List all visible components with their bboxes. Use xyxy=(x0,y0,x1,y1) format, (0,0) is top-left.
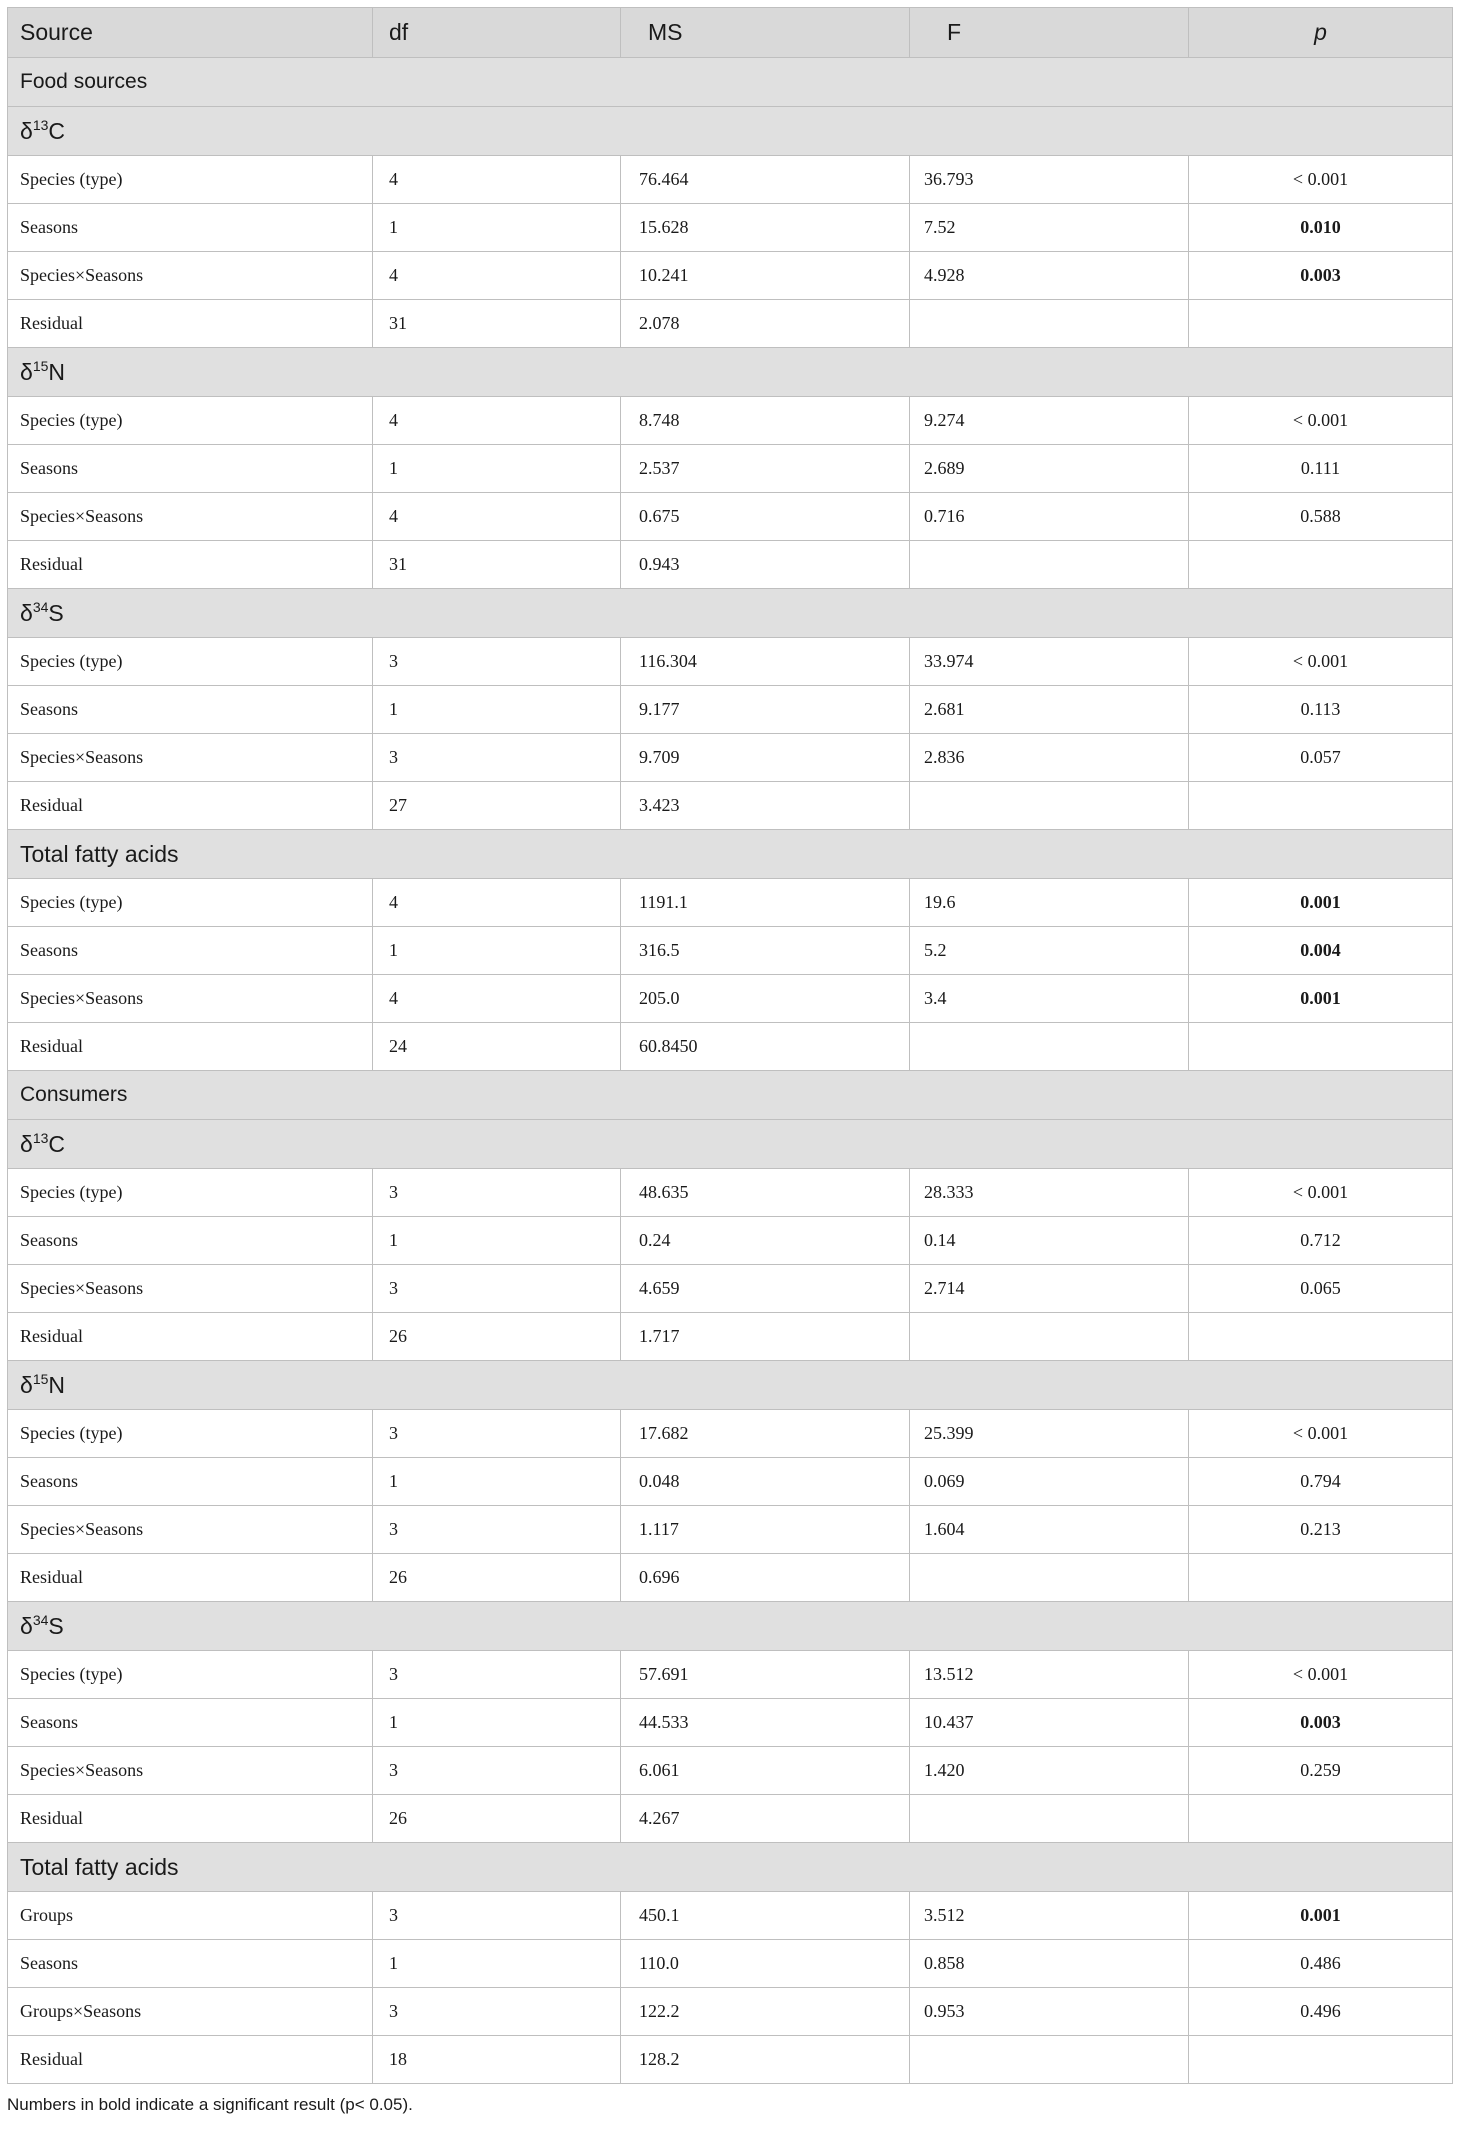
cell-source: Species×Seasons xyxy=(8,493,373,541)
table-row xyxy=(8,975,1453,1023)
column-header-ms: MS xyxy=(621,8,910,58)
cell-ms: 44.533 xyxy=(621,1699,910,1747)
cell-source: Species (type) xyxy=(8,879,373,927)
delta-symbol: δ xyxy=(20,1612,33,1639)
isotope-title xyxy=(8,589,1453,638)
cell-f: 2.836 xyxy=(910,734,1189,782)
cell-source: Seasons xyxy=(8,1217,373,1265)
cell-ms: 0.696 xyxy=(621,1554,910,1602)
cell-f: 0.716 xyxy=(910,493,1189,541)
cell-f: 3.512 xyxy=(910,1892,1189,1940)
cell-f: 33.974 xyxy=(910,638,1189,686)
table-row xyxy=(8,734,1453,782)
table-row xyxy=(8,1217,1453,1265)
cell-f: 10.437 xyxy=(910,1699,1189,1747)
cell-p: 0.588 xyxy=(1189,493,1453,541)
subsection-header-row xyxy=(8,107,1453,156)
subsection-header-row xyxy=(8,1120,1453,1169)
cell-f: 13.512 xyxy=(910,1651,1189,1699)
cell-df: 3 xyxy=(373,1410,621,1458)
table-row xyxy=(8,1988,1453,2036)
table-row xyxy=(8,1410,1453,1458)
delta-symbol: δ xyxy=(20,1130,33,1157)
table-row xyxy=(8,300,1453,348)
cell-ms: 10.241 xyxy=(621,252,910,300)
cell-f: 0.14 xyxy=(910,1217,1189,1265)
cell-df: 31 xyxy=(373,541,621,589)
table-row xyxy=(8,782,1453,830)
cell-p xyxy=(1189,1023,1453,1071)
table-row xyxy=(8,397,1453,445)
section-title: Consumers xyxy=(8,1071,1453,1120)
section-title: Food sources xyxy=(8,58,1453,107)
cell-df: 4 xyxy=(373,156,621,204)
cell-ms: 2.537 xyxy=(621,445,910,493)
table-row xyxy=(8,638,1453,686)
cell-df: 26 xyxy=(373,1554,621,1602)
cell-ms: 0.24 xyxy=(621,1217,910,1265)
subsection-title: Total fatty acids xyxy=(8,830,1453,879)
cell-source: Species (type) xyxy=(8,156,373,204)
table-body xyxy=(8,58,1453,2084)
cell-df: 18 xyxy=(373,2036,621,2084)
cell-p: 0.001 xyxy=(1189,975,1453,1023)
cell-p: 0.213 xyxy=(1189,1506,1453,1554)
cell-df: 27 xyxy=(373,782,621,830)
cell-df: 31 xyxy=(373,300,621,348)
cell-source: Species×Seasons xyxy=(8,975,373,1023)
cell-p: 0.010 xyxy=(1189,204,1453,252)
cell-ms: 316.5 xyxy=(621,927,910,975)
cell-source: Seasons xyxy=(8,1940,373,1988)
cell-source: Residual xyxy=(8,2036,373,2084)
table-row xyxy=(8,927,1453,975)
column-header-p: p xyxy=(1189,8,1453,58)
cell-ms: 450.1 xyxy=(621,1892,910,1940)
subsection-title: Total fatty acids xyxy=(8,1843,1453,1892)
cell-source: Residual xyxy=(8,1023,373,1071)
table-row xyxy=(8,541,1453,589)
subsection-header-row xyxy=(8,348,1453,397)
isotope-mass-number: 13 xyxy=(32,116,49,133)
table-row xyxy=(8,1651,1453,1699)
cell-df: 1 xyxy=(373,686,621,734)
cell-ms: 116.304 xyxy=(621,638,910,686)
cell-ms: 0.943 xyxy=(621,541,910,589)
header-row xyxy=(8,8,1453,58)
table-row xyxy=(8,156,1453,204)
cell-p: 0.057 xyxy=(1189,734,1453,782)
table-row xyxy=(8,204,1453,252)
table-row xyxy=(8,1313,1453,1361)
cell-p xyxy=(1189,1313,1453,1361)
subsection-header-row xyxy=(8,1843,1453,1892)
cell-df: 3 xyxy=(373,1651,621,1699)
cell-p: 0.486 xyxy=(1189,1940,1453,1988)
element-symbol: C xyxy=(48,117,66,144)
cell-source: Groups×Seasons xyxy=(8,1988,373,2036)
table-row xyxy=(8,1554,1453,1602)
cell-f: 0.069 xyxy=(910,1458,1189,1506)
table-row xyxy=(8,879,1453,927)
cell-p xyxy=(1189,2036,1453,2084)
anova-table xyxy=(7,7,1453,2084)
table-row xyxy=(8,1699,1453,1747)
anova-table-document xyxy=(7,7,1452,2115)
cell-f xyxy=(910,782,1189,830)
cell-p: < 0.001 xyxy=(1189,1169,1453,1217)
cell-source: Residual xyxy=(8,541,373,589)
cell-ms: 15.628 xyxy=(621,204,910,252)
isotope-title xyxy=(8,107,1453,156)
isotope-mass-number: 34 xyxy=(32,598,49,615)
cell-ms: 48.635 xyxy=(621,1169,910,1217)
cell-p: 0.712 xyxy=(1189,1217,1453,1265)
delta-symbol: δ xyxy=(20,1371,33,1398)
table-row xyxy=(8,1023,1453,1071)
cell-source: Seasons xyxy=(8,927,373,975)
table-row xyxy=(8,2036,1453,2084)
delta-symbol: δ xyxy=(20,358,33,385)
cell-df: 3 xyxy=(373,638,621,686)
cell-f: 3.4 xyxy=(910,975,1189,1023)
table-row xyxy=(8,1169,1453,1217)
table-row xyxy=(8,1506,1453,1554)
table-footnote: Numbers in bold indicate a significant result (p< 0.05). xyxy=(7,2095,413,2114)
cell-p: < 0.001 xyxy=(1189,638,1453,686)
cell-source: Species×Seasons xyxy=(8,252,373,300)
cell-df: 3 xyxy=(373,1747,621,1795)
section-header-row xyxy=(8,58,1453,107)
cell-p: 0.259 xyxy=(1189,1747,1453,1795)
cell-f xyxy=(910,1554,1189,1602)
isotope-title xyxy=(8,1361,1453,1410)
cell-df: 1 xyxy=(373,927,621,975)
cell-p: < 0.001 xyxy=(1189,1410,1453,1458)
cell-source: Species (type) xyxy=(8,1410,373,1458)
cell-source: Species (type) xyxy=(8,397,373,445)
table-row xyxy=(8,252,1453,300)
cell-p xyxy=(1189,1554,1453,1602)
column-header-source: Source xyxy=(8,8,373,58)
cell-ms: 2.078 xyxy=(621,300,910,348)
cell-f: 0.953 xyxy=(910,1988,1189,2036)
cell-f: 1.420 xyxy=(910,1747,1189,1795)
table-row xyxy=(8,1795,1453,1843)
cell-f xyxy=(910,541,1189,589)
cell-p: 0.003 xyxy=(1189,1699,1453,1747)
cell-ms: 128.2 xyxy=(621,2036,910,2084)
cell-f xyxy=(910,1023,1189,1071)
cell-f: 25.399 xyxy=(910,1410,1189,1458)
cell-ms: 205.0 xyxy=(621,975,910,1023)
cell-ms: 9.177 xyxy=(621,686,910,734)
delta-symbol: δ xyxy=(20,599,33,626)
cell-source: Species (type) xyxy=(8,1169,373,1217)
cell-df: 3 xyxy=(373,1988,621,2036)
table-row xyxy=(8,1892,1453,1940)
cell-p xyxy=(1189,1795,1453,1843)
element-symbol: C xyxy=(48,1130,66,1157)
isotope-mass-number: 13 xyxy=(32,1129,49,1146)
cell-ms: 17.682 xyxy=(621,1410,910,1458)
cell-df: 1 xyxy=(373,1217,621,1265)
cell-p: 0.496 xyxy=(1189,1988,1453,2036)
cell-p: < 0.001 xyxy=(1189,1651,1453,1699)
cell-p: 0.794 xyxy=(1189,1458,1453,1506)
cell-p: 0.001 xyxy=(1189,879,1453,927)
isotope-mass-number: 15 xyxy=(32,1370,49,1387)
cell-f xyxy=(910,300,1189,348)
cell-source: Species (type) xyxy=(8,638,373,686)
cell-p xyxy=(1189,300,1453,348)
cell-source: Residual xyxy=(8,1554,373,1602)
table-row xyxy=(8,1265,1453,1313)
cell-df: 1 xyxy=(373,1699,621,1747)
cell-f: 0.858 xyxy=(910,1940,1189,1988)
isotope-title xyxy=(8,1602,1453,1651)
cell-p: 0.001 xyxy=(1189,1892,1453,1940)
cell-df: 3 xyxy=(373,1506,621,1554)
delta-symbol: δ xyxy=(20,117,33,144)
cell-df: 4 xyxy=(373,879,621,927)
cell-f xyxy=(910,2036,1189,2084)
cell-ms: 122.2 xyxy=(621,1988,910,2036)
cell-f: 2.714 xyxy=(910,1265,1189,1313)
cell-ms: 57.691 xyxy=(621,1651,910,1699)
cell-source: Species×Seasons xyxy=(8,1265,373,1313)
table-row xyxy=(8,1940,1453,1988)
cell-df: 3 xyxy=(373,734,621,782)
element-symbol: N xyxy=(48,358,66,385)
table-row xyxy=(8,1747,1453,1795)
cell-source: Species×Seasons xyxy=(8,734,373,782)
cell-df: 3 xyxy=(373,1169,621,1217)
cell-f xyxy=(910,1313,1189,1361)
cell-f: 9.274 xyxy=(910,397,1189,445)
cell-p: < 0.001 xyxy=(1189,397,1453,445)
cell-ms: 76.464 xyxy=(621,156,910,204)
cell-source: Seasons xyxy=(8,1699,373,1747)
cell-source: Residual xyxy=(8,1313,373,1361)
cell-f: 2.689 xyxy=(910,445,1189,493)
table-row xyxy=(8,493,1453,541)
cell-ms: 9.709 xyxy=(621,734,910,782)
subsection-header-row xyxy=(8,1361,1453,1410)
cell-ms: 0.048 xyxy=(621,1458,910,1506)
cell-p: 0.003 xyxy=(1189,252,1453,300)
isotope-title xyxy=(8,1120,1453,1169)
cell-source: Seasons xyxy=(8,445,373,493)
element-symbol: S xyxy=(48,599,64,626)
cell-df: 24 xyxy=(373,1023,621,1071)
cell-source: Species×Seasons xyxy=(8,1747,373,1795)
table-row xyxy=(8,1458,1453,1506)
isotope-mass-number: 15 xyxy=(32,357,49,374)
cell-df: 26 xyxy=(373,1795,621,1843)
cell-ms: 1.717 xyxy=(621,1313,910,1361)
cell-source: Seasons xyxy=(8,686,373,734)
cell-df: 3 xyxy=(373,1892,621,1940)
cell-f: 1.604 xyxy=(910,1506,1189,1554)
cell-p: 0.004 xyxy=(1189,927,1453,975)
cell-df: 1 xyxy=(373,445,621,493)
cell-ms: 1.117 xyxy=(621,1506,910,1554)
cell-f xyxy=(910,1795,1189,1843)
cell-f: 19.6 xyxy=(910,879,1189,927)
isotope-title xyxy=(8,348,1453,397)
cell-ms: 60.8450 xyxy=(621,1023,910,1071)
cell-df: 1 xyxy=(373,1940,621,1988)
cell-source: Residual xyxy=(8,1795,373,1843)
cell-f: 2.681 xyxy=(910,686,1189,734)
cell-df: 4 xyxy=(373,397,621,445)
cell-df: 3 xyxy=(373,1265,621,1313)
cell-p xyxy=(1189,541,1453,589)
column-header-f: F xyxy=(910,8,1189,58)
cell-df: 26 xyxy=(373,1313,621,1361)
section-header-row xyxy=(8,1071,1453,1120)
cell-source: Residual xyxy=(8,782,373,830)
cell-f: 28.333 xyxy=(910,1169,1189,1217)
cell-ms: 1191.1 xyxy=(621,879,910,927)
cell-df: 4 xyxy=(373,252,621,300)
cell-p: 0.113 xyxy=(1189,686,1453,734)
cell-df: 1 xyxy=(373,1458,621,1506)
cell-ms: 0.675 xyxy=(621,493,910,541)
cell-p: < 0.001 xyxy=(1189,156,1453,204)
cell-p xyxy=(1189,782,1453,830)
cell-ms: 110.0 xyxy=(621,1940,910,1988)
cell-df: 1 xyxy=(373,204,621,252)
cell-source: Seasons xyxy=(8,1458,373,1506)
cell-p: 0.065 xyxy=(1189,1265,1453,1313)
cell-source: Species×Seasons xyxy=(8,1506,373,1554)
element-symbol: N xyxy=(48,1371,66,1398)
table-row xyxy=(8,445,1453,493)
cell-p: 0.111 xyxy=(1189,445,1453,493)
cell-ms: 6.061 xyxy=(621,1747,910,1795)
cell-f: 4.928 xyxy=(910,252,1189,300)
cell-source: Residual xyxy=(8,300,373,348)
subsection-header-row xyxy=(8,830,1453,879)
cell-source: Seasons xyxy=(8,204,373,252)
subsection-header-row xyxy=(8,589,1453,638)
cell-df: 4 xyxy=(373,493,621,541)
cell-ms: 3.423 xyxy=(621,782,910,830)
cell-ms: 4.267 xyxy=(621,1795,910,1843)
cell-f: 36.793 xyxy=(910,156,1189,204)
element-symbol: S xyxy=(48,1612,64,1639)
isotope-mass-number: 34 xyxy=(32,1611,49,1628)
subsection-header-row xyxy=(8,1602,1453,1651)
column-header-df: df xyxy=(373,8,621,58)
cell-df: 4 xyxy=(373,975,621,1023)
cell-ms: 8.748 xyxy=(621,397,910,445)
table-row xyxy=(8,686,1453,734)
cell-f: 5.2 xyxy=(910,927,1189,975)
cell-source: Species (type) xyxy=(8,1651,373,1699)
cell-ms: 4.659 xyxy=(621,1265,910,1313)
cell-f: 7.52 xyxy=(910,204,1189,252)
cell-source: Groups xyxy=(8,1892,373,1940)
